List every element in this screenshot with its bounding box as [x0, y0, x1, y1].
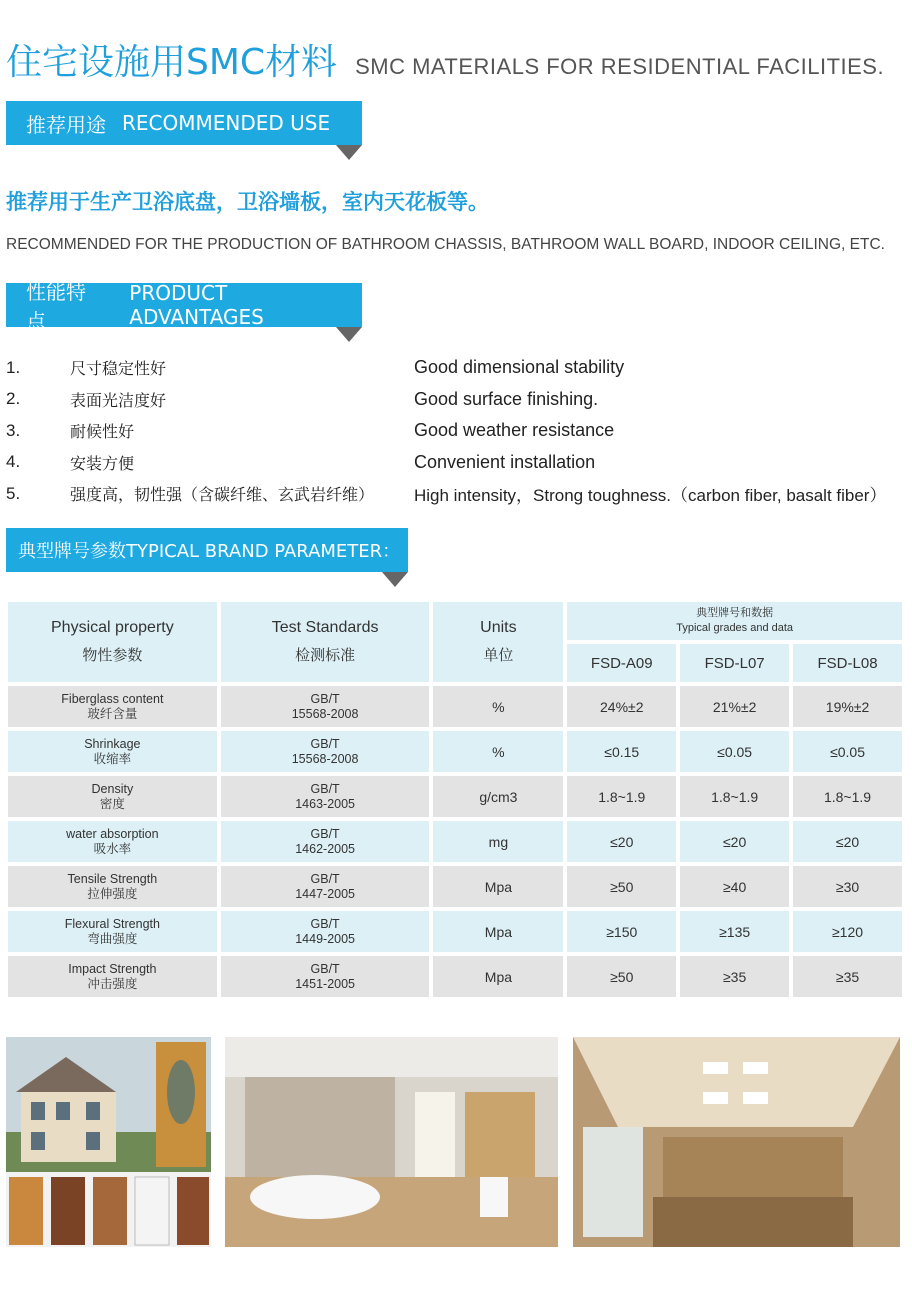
table-row: Flexural Strength 弯曲强度 GB/T 1449-2005 Mpa ≥150 ≥135 ≥120	[8, 911, 902, 952]
list-item: 4. 安装方便 Convenient installation	[6, 451, 596, 473]
header-grade-fsd-l08: FSD-L08	[793, 644, 902, 682]
table-row: Tensile Strength 拉伸强度 GB/T 1447-2005 Mpa ≥50 ≥40 ≥30	[8, 866, 902, 907]
banner-params-label: 典型牌号参数TYPICAL BRAND PARAMETER：	[18, 541, 401, 562]
table-row: Shrinkage 收缩率 GB/T 15568-2008 % ≤0.15 ≤0.05 ≤0.05	[8, 731, 902, 772]
header-grade-fsd-a09: FSD-A09	[567, 644, 676, 682]
banner-recommended-use	[6, 101, 362, 145]
table-row: water absorption 吸水率 GB/T 1462-2005 mg ≤20 ≤20 ≤20	[8, 821, 902, 862]
advantages-list	[6, 352, 912, 510]
table-row: Impact Strength 冲击强度 GB/T 1451-2005 Mpa ≥50 ≥35 ≥35	[8, 956, 902, 997]
banner-typical-brand-parameter	[6, 528, 408, 572]
banner-product-advantages	[6, 280, 362, 333]
list-item: 3. 耐候性好 Good weather resistance	[6, 420, 615, 442]
list-item: 5. 强度高，韧性强（含碳纤维、玄武岩纤维） High intensity，Strong toughness.（carbon fiber, basalt fiber）	[6, 483, 887, 506]
banner-pointer-icon	[336, 327, 362, 342]
table-row: Fiberglass content 玻纤含量 GB/T 15568-2008 % 24%±2 21%±2 19%±2	[8, 686, 902, 727]
banner-recommended-en: RECOMMENDED USE	[122, 111, 331, 135]
banner-recommended-cn: 推荐用途	[26, 112, 106, 137]
parameter-table	[4, 598, 906, 1001]
header-typical-grades: 典型牌号和数据 Typical grades and data	[567, 602, 902, 640]
ceiling-kitchen-photo	[573, 1037, 900, 1247]
table-row: Density 密度 GB/T 1463-2005 g/cm3 1.8~1.9 1.8~1.9 1.8~1.9	[8, 776, 902, 817]
recommended-text-en: RECOMMENDED FOR THE PRODUCTION OF BATHROOM CHASSIS, BATHROOM WALL BOARD, INDOOR CEILING, ETC.	[6, 236, 885, 253]
recommended-text-cn: 推荐用于生产卫浴底盘，卫浴墙板，室内天花板等。	[6, 190, 489, 214]
banner-advantages-cn: 性能特点	[26, 280, 86, 333]
header-units: Units 单位	[433, 602, 563, 682]
title-cn: 住宅设施用SMC材料	[6, 42, 338, 83]
header-test-standards: Test Standards 检测标准	[221, 602, 430, 682]
house-and-doors-photo	[6, 1037, 211, 1247]
page-title	[6, 34, 884, 85]
list-item: 2. 表面光洁度好 Good surface finishing.	[6, 388, 599, 410]
banner-pointer-icon	[382, 572, 408, 587]
list-item: 1. 尺寸稳定性好 Good dimensional stability	[6, 357, 625, 379]
banner-advantages-en: PRODUCT ADVANTAGES	[129, 281, 264, 329]
header-grade-fsd-l07: FSD-L07	[680, 644, 789, 682]
title-en: SMC MATERIALS FOR RESIDENTIAL FACILITIES.	[355, 54, 885, 79]
header-physical-property: Physical property 物性参数	[8, 602, 217, 682]
banner-pointer-icon	[336, 145, 362, 160]
bathroom-photo	[225, 1037, 558, 1247]
